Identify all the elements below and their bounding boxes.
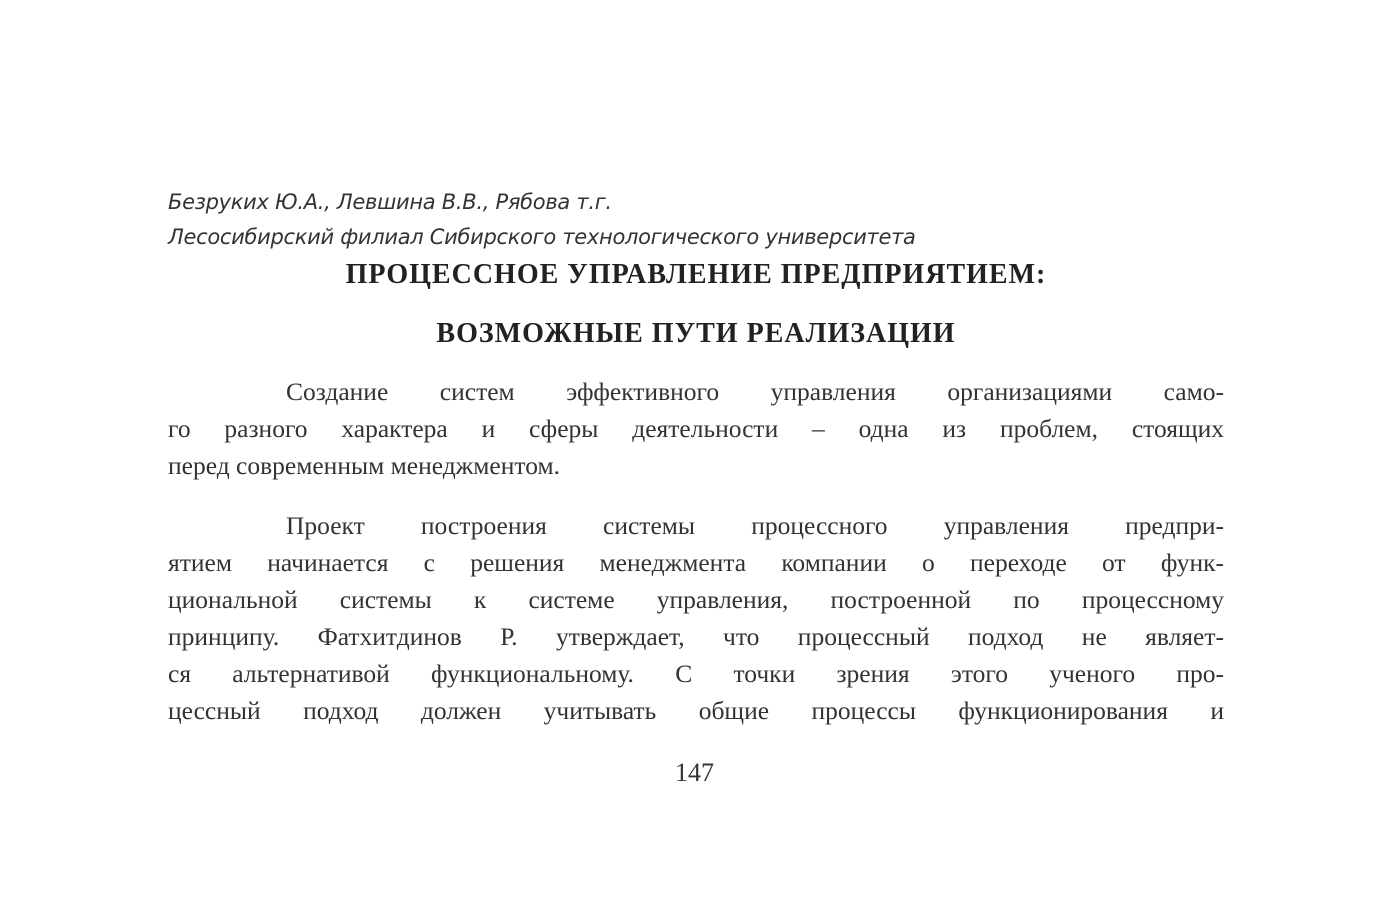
paragraph-line: принципу. Фатхитдинов Р. утверждает, что процессный подход не являет- bbox=[168, 622, 1224, 651]
body-paragraph-1 bbox=[168, 373, 1224, 484]
paragraph-line: перед современным менеджментом. bbox=[168, 451, 560, 480]
body-paragraph-2 bbox=[168, 507, 1224, 729]
paragraph-line: ся альтернативой функциональному. С точки зрения этого ученого про- bbox=[168, 659, 1224, 688]
page-number: 147 bbox=[675, 758, 714, 787]
paragraph-line: го разного характера и сферы деятельности – одна из проблем, стоящих bbox=[168, 414, 1224, 443]
paragraph-line: циональной системы к системе управления, построенной по процессному bbox=[168, 585, 1224, 614]
paragraph-line: цессный подход должен учитывать общие процессы функционирования и bbox=[168, 696, 1224, 725]
article-authors: Безруких Ю.А., Левшина В.В., Рябова т.г. bbox=[168, 190, 612, 214]
article-title-line-1: ПРОЦЕССНОЕ УПРАВЛЕНИЕ ПРЕДПРИЯТИЕМ: bbox=[345, 259, 1047, 290]
article-title-line-2: ВОЗМОЖНЫЕ ПУТИ РЕАЛИЗАЦИИ bbox=[436, 318, 956, 349]
paragraph-line: ятием начинается с решения менеджмента компании о переходе от функ- bbox=[168, 548, 1224, 577]
author-affiliation: Лесосибирский филиал Сибирского технологического университета bbox=[168, 225, 916, 249]
paragraph-line: Создание систем эффективного управления организациями само- bbox=[286, 377, 1224, 406]
paragraph-line: Проект построения системы процессного управления предпри- bbox=[286, 511, 1224, 540]
